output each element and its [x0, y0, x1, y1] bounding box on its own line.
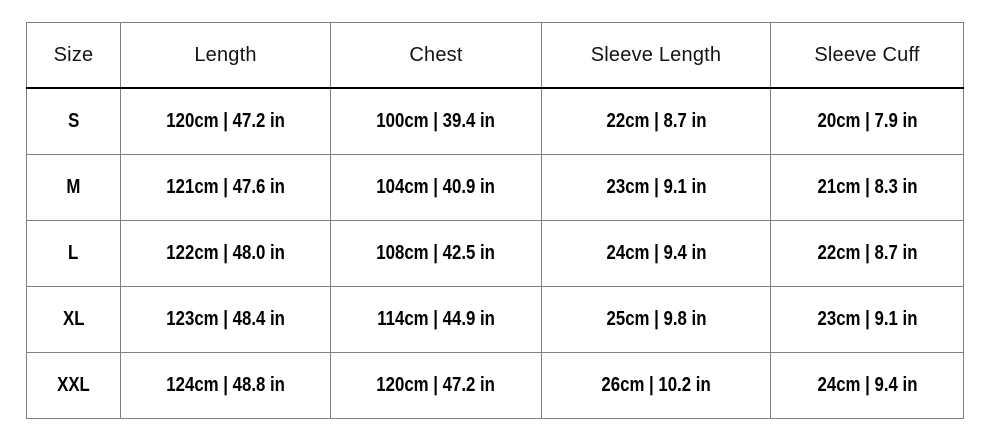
size-chart-table: [26, 22, 964, 419]
sleeve-cuff-value: 24cm | 9.4 in: [771, 353, 964, 419]
sleeve-length-value: 23cm | 9.1 in: [542, 155, 771, 221]
length-value: 122cm | 48.0 in: [121, 221, 331, 287]
sleeve-length-value: 25cm | 9.8 in: [542, 287, 771, 353]
table-row-l: [27, 221, 964, 287]
chest-value: 104cm | 40.9 in: [331, 155, 542, 221]
size-label: XL: [27, 287, 121, 353]
table-row-xl: [27, 287, 964, 353]
size-chart-header: [27, 23, 964, 89]
sleeve-length-value: 26cm | 10.2 in: [542, 353, 771, 419]
chest-value: 108cm | 42.5 in: [331, 221, 542, 287]
column-header-chest: Chest: [331, 23, 542, 89]
sleeve-length-value: 22cm | 8.7 in: [542, 88, 771, 155]
chest-value: 120cm | 47.2 in: [331, 353, 542, 419]
size-label: S: [27, 88, 121, 155]
chest-value: 100cm | 39.4 in: [331, 88, 542, 155]
column-header-sleeve-cuff: Sleeve Cuff: [771, 23, 964, 89]
table-row-xxl: [27, 353, 964, 419]
column-header-size: Size: [27, 23, 121, 89]
table-row-m: [27, 155, 964, 221]
length-value: 124cm | 48.8 in: [121, 353, 331, 419]
size-label: M: [27, 155, 121, 221]
length-value: 123cm | 48.4 in: [121, 287, 331, 353]
column-header-length: Length: [121, 23, 331, 89]
sleeve-cuff-value: 23cm | 9.1 in: [771, 287, 964, 353]
column-header-sleeve-length: Sleeve Length: [542, 23, 771, 89]
sleeve-cuff-value: 21cm | 8.3 in: [771, 155, 964, 221]
sleeve-cuff-value: 20cm | 7.9 in: [771, 88, 964, 155]
sleeve-length-value: 24cm | 9.4 in: [542, 221, 771, 287]
header-row: [27, 23, 964, 89]
sleeve-cuff-value: 22cm | 8.7 in: [771, 221, 964, 287]
size-label: L: [27, 221, 121, 287]
table-row-s: [27, 88, 964, 155]
chest-value: 114cm | 44.9 in: [331, 287, 542, 353]
length-value: 121cm | 47.6 in: [121, 155, 331, 221]
size-label: XXL: [27, 353, 121, 419]
size-chart-body: [27, 88, 964, 419]
length-value: 120cm | 47.2 in: [121, 88, 331, 155]
